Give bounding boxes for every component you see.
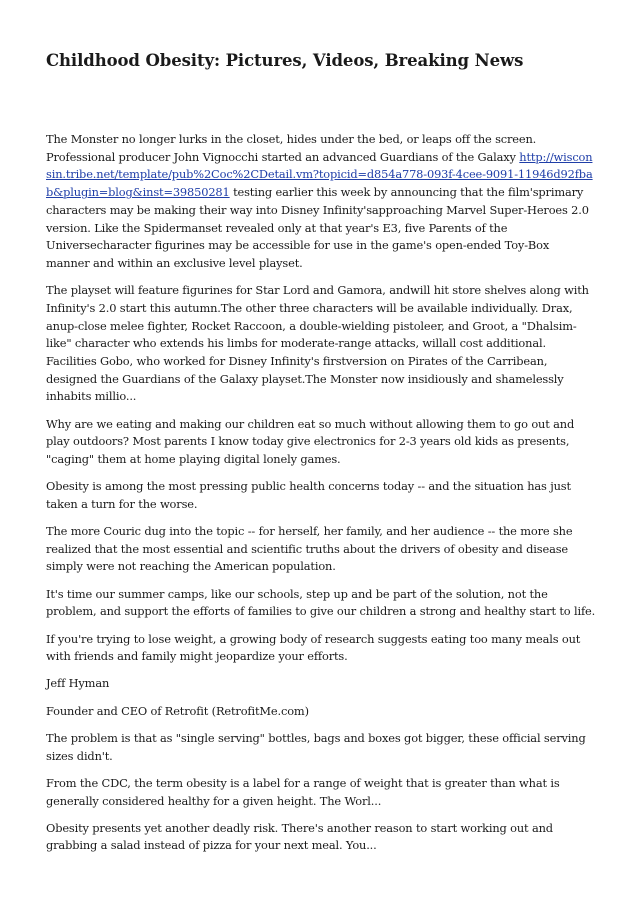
author-title: Founder and CEO of Retrofit (RetrofitMe.com) [46, 703, 309, 718]
author-name: Jeff Hyman [46, 676, 110, 691]
paragraph-10: The problem is that as "single serving" bottles, bags and boxes got bigger, these official serving sizes didn't. [46, 730, 586, 763]
page-title: Childhood Obesity: Pictures, Videos, Breaking News [46, 51, 524, 70]
paragraph-5: The more Couric dug into the topic -- for herself, her family, and her audience -- the more she realized that the most essential and scientific truths about the drivers of obesity and disease simply were not reaching the American population. [46, 524, 573, 574]
paragraph-6: It's time our summer camps, like our schools, step up and be part of the solution, not the problem, and support the efforts of families to give our children a strong and healthy start to life. [46, 586, 596, 619]
paragraph-4: Obesity is among the most pressing public health concerns today -- and the situation has just taken a turn for the worse. [46, 479, 571, 511]
paragraph-7: If you're trying to lose weight, a growing body of research suggests eating too many meals out with friends and family might jeopardize your efforts. [46, 631, 581, 664]
paragraph-3: Why are we eating and making our children eat so much without allowing them to go out and play outdoors? Most parents I know today give electronics for 2-3 years old kids as presents, "caging" them at home playing digital lonely games. [46, 416, 575, 466]
paragraph-11: From the CDC, the term obesity is a label for a range of weight that is greater than what is generally considered healthy for a given height. The Worl... [46, 775, 560, 808]
article-body [46, 131, 596, 865]
paragraph-1-text-after-link: testing earlier this week by announcing that the film'sprimary characters may be making their way into Disney Infinity'sapproaching Marvel Super-Heroes 2.0 version. Like the Spidermanset revealed only at that year's E3, five Parents of the Universecharacter figurines may be accessible for use in the game's open-ended Toy-Box manner and within an exclusive level playset. [46, 185, 589, 270]
paragraph-1-text-before-link: The Monster no longer lurks in the closet, hides under the bed, or leaps off the screen. Professional producer John Vignocchi started an advanced Guardians of the Galaxy [46, 132, 537, 164]
article-link[interactable]: http://wisconsin.tribe.net/template/pub%2Coc%2CDetail.vm?topicid=d854a778-093f-4cee-9091-11946d92fbab&plugin=blog&inst=39850281 [46, 149, 593, 200]
paragraph-12: Obesity presents yet another deadly risk. There's another reason to start working out and grabbing a salad instead of pizza for your next meal. You... [46, 820, 553, 853]
paragraph-1 [46, 131, 596, 273]
paragraph-2: The playset will feature figurines for Star Lord and Gamora, andwill hit store shelves along with Infinity's 2.0 start this autumn.The other three characters will be available individually. Drax, anup-close melee fighter, Rocket Raccoon, a double-wielding pistoleer, and Groot, a "Dhalsim-like" character who extends his limbs for moderate-range attacks, willall cost additional. Facilities Gobo, who worked for Disney Infinity's firstversion on Pirates of the Carribean, designed the Guardians of the Galaxy playset.The Monster now insidiously and shamelessly inhabits millio... [46, 283, 589, 404]
